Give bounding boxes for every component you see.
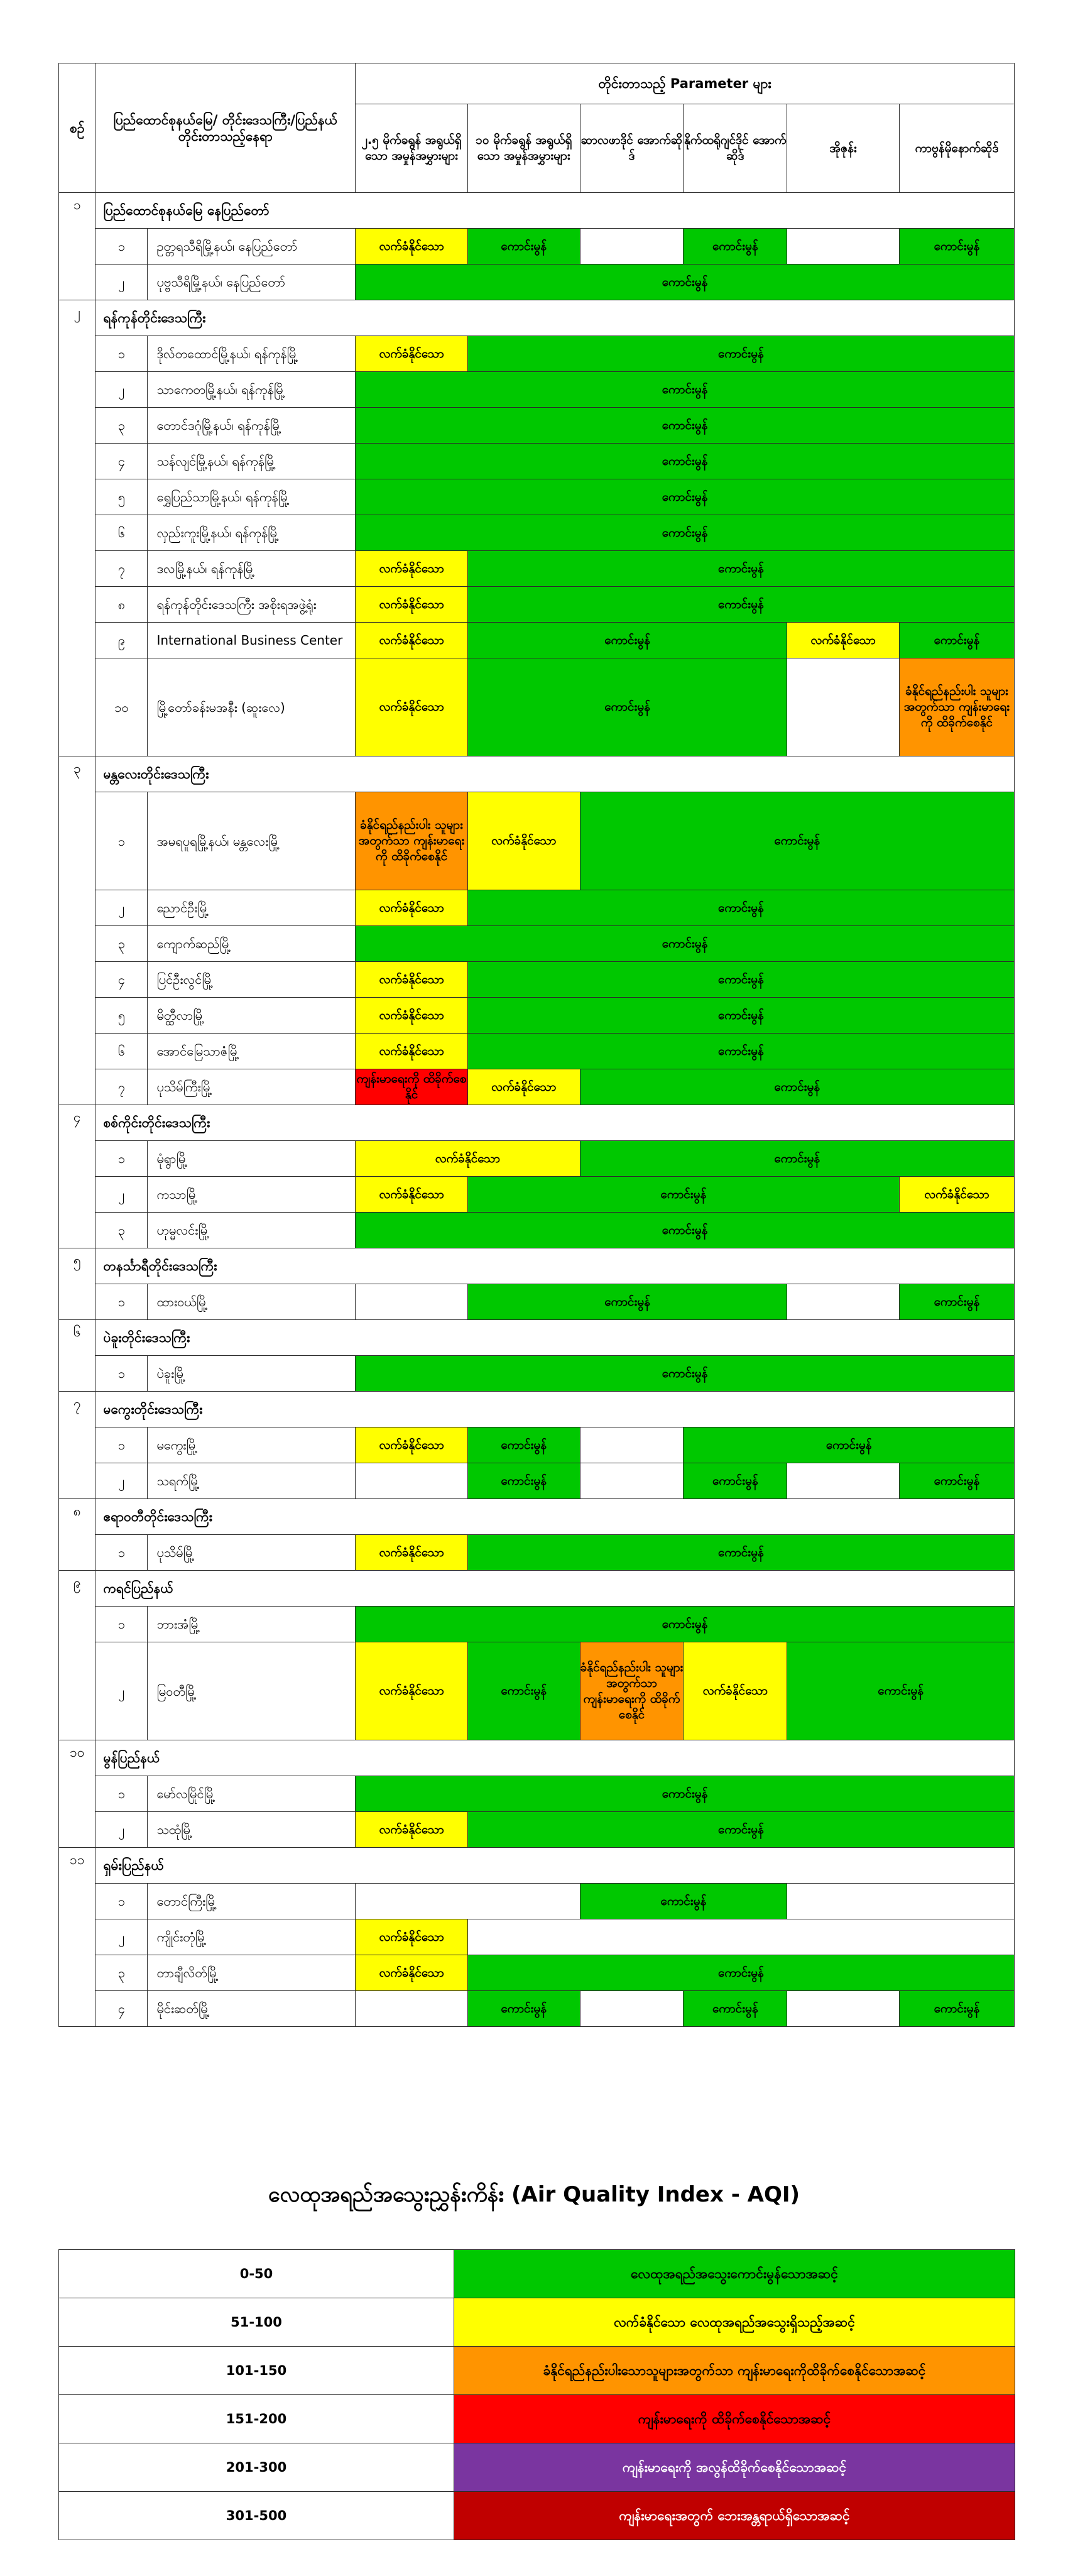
group-name: ကရင်ပြည်နယ် <box>95 1571 1015 1607</box>
level-cell-good: ကောင်းမွန် <box>356 1776 1015 1812</box>
header-no2: နိုက်ထရိုဂျင်ဒိုင် အောက်ဆိုဒ် <box>684 104 787 193</box>
group-row <box>59 1248 1015 1284</box>
blank-cell <box>356 1284 468 1320</box>
table-row <box>59 479 1015 515</box>
level-cell-good: ကောင်းမွန် <box>356 265 1015 300</box>
header-so2: ဆာလဖာဒိုင် အောက်ဆိုဒ် <box>580 104 684 193</box>
level-cell-good: ကောင်းမွန် <box>467 1177 899 1213</box>
level-cell-good: ကောင်းမွန် <box>467 962 1014 998</box>
header-parameters: တိုင်းတာသည့် Parameter များ <box>356 63 1015 104</box>
level-cell-moderate: လက်ခံနိုင်သော <box>356 1919 468 1955</box>
aqi-label: ကျန်းမာရေးကို အလွန်ထိခိုက်စေနိုင်သောအဆင့် <box>454 2443 1015 2492</box>
table-row <box>59 658 1015 756</box>
group-number: ၃ <box>59 756 95 1105</box>
blank-cell <box>580 1427 684 1463</box>
row-number: ၁ <box>95 792 148 890</box>
level-cell-sensitive: ခံနိုင်ရည်နည်းပါး သူများအတွက်သာ ကျန်းမာရေးကို ထိခိုက်စေနိုင် <box>580 1642 684 1740</box>
group-number: ၉ <box>59 1571 95 1740</box>
table-row <box>59 1427 1015 1463</box>
level-cell-good: ကောင်းမွန် <box>684 1463 787 1499</box>
aqi-range: 0-50 <box>59 2250 454 2298</box>
table-row <box>59 926 1015 962</box>
level-cell-good: ကောင်းမွန် <box>467 587 1014 623</box>
aqi-legend-body <box>59 2250 1015 2540</box>
row-number: ၂ <box>95 372 148 408</box>
level-cell-moderate: လက်ခံနိုင်သော <box>467 792 580 890</box>
aqi-label: ကျန်းမာရေးကို ထိခိုက်စေနိုင်သောအဆင့် <box>454 2395 1015 2443</box>
level-cell-good: ကောင်းမွန် <box>356 372 1015 408</box>
level-cell-good: ကောင်းမွန် <box>467 1642 580 1740</box>
group-number: ၇ <box>59 1392 95 1499</box>
location-name: ကျောက်ဆည်မြို့ <box>148 926 356 962</box>
group-name: တနင်္သာရီတိုင်းဒေသကြီး <box>95 1248 1015 1284</box>
level-cell-good: ကောင်းမွန် <box>467 1991 580 2027</box>
level-cell-moderate: လက်ခံနိုင်သော <box>356 1955 468 1991</box>
group-name: ပဲခူးတိုင်းဒေသကြီး <box>95 1320 1015 1356</box>
row-number: ၂ <box>95 890 148 926</box>
header-ozone: အိုဇုန်း <box>787 104 900 193</box>
table-row <box>59 1991 1015 2027</box>
row-number: ၁ <box>95 1284 148 1320</box>
aqi-label: ခံနိုင်ရည်နည်းပါးသောသူများအတွက်သာ ကျန်းမာရေးကိုထိခိုက်စေနိုင်သောအဆင့် <box>454 2347 1015 2395</box>
aqi-label: လက်ခံနိုင်သော လေထုအရည်အသွေးရှိသည့်အဆင့် <box>454 2298 1015 2347</box>
location-name: အမရပူရမြို့နယ်၊ မန္တလေးမြို့ <box>148 792 356 890</box>
table-row <box>59 623 1015 658</box>
level-cell-good: ကောင်းမွန် <box>899 1463 1014 1499</box>
row-number: ၃ <box>95 1955 148 1991</box>
header-location: ပြည်ထောင်စုနယ်မြေ/ တိုင်းဒေသကြီး/ပြည်နယ် တိုင်းတာသည့်နေရာ <box>95 63 356 193</box>
row-number: ၂ <box>95 1812 148 1848</box>
group-number: ၅ <box>59 1248 95 1320</box>
row-number: ၃ <box>95 408 148 444</box>
aqi-legend-table <box>58 2249 1015 2540</box>
aqi-range: 301-500 <box>59 2492 454 2540</box>
location-name: ပုသိမ်ကြီးမြို့ <box>148 1069 356 1105</box>
table-row <box>59 587 1015 623</box>
level-cell-good: ကောင်းမွန် <box>467 551 1014 587</box>
table-row <box>59 265 1015 300</box>
row-number: ၃ <box>95 926 148 962</box>
location-name: ညောင်ဦးမြို့ <box>148 890 356 926</box>
row-number: ၄ <box>95 1991 148 2027</box>
level-cell-good: ကောင်းမွန် <box>899 1991 1014 2027</box>
table-row <box>59 372 1015 408</box>
table-row <box>59 1284 1015 1320</box>
table-row <box>59 1955 1015 1991</box>
blank-cell <box>787 1991 900 2027</box>
location-name: မြို့တော်ခန်းမအနီး (ဆူးလေ) <box>148 658 356 756</box>
row-number: ၁ <box>95 229 148 265</box>
level-cell-unhealthy: ကျန်းမာရေးကို ထိခိုက်စေနိုင် <box>356 1069 468 1105</box>
level-cell-good: ကောင်းမွန် <box>787 1642 1015 1740</box>
row-number: ၁ <box>95 336 148 372</box>
level-cell-sensitive: ခံနိုင်ရည်နည်းပါး သူများအတွက်သာ ကျန်းမာရေးကို ထိခိုက်စေနိုင် <box>899 658 1014 756</box>
row-number: ၆ <box>95 1034 148 1069</box>
group-number: ၁၁ <box>59 1848 95 2027</box>
level-cell-moderate: လက်ခံနိုင်သော <box>356 658 468 756</box>
group-name: ပြည်ထောင်စုနယ်မြေ နေပြည်တော် <box>95 193 1015 229</box>
header-row-top <box>59 63 1015 104</box>
level-cell-good: ကောင်းမွန် <box>467 998 1014 1034</box>
row-number: ၇ <box>95 1069 148 1105</box>
level-cell-good: ကောင်းမွန် <box>467 229 580 265</box>
group-name: မကွေးတိုင်းဒေသကြီး <box>95 1392 1015 1427</box>
blank-cell <box>787 229 900 265</box>
table-row <box>59 1069 1015 1105</box>
aqi-range: 151-200 <box>59 2395 454 2443</box>
location-name: သထုံမြို့ <box>148 1812 356 1848</box>
location-name: သရက်မြို့ <box>148 1463 356 1499</box>
location-name: တောင်ဒဂုံမြို့နယ်၊ ရန်ကုန်မြို့ <box>148 408 356 444</box>
location-name: မုံရွာမြို့ <box>148 1141 356 1177</box>
location-name: ထားဝယ်မြို့ <box>148 1284 356 1320</box>
row-number: ၁ <box>95 1535 148 1571</box>
air-quality-table <box>58 63 1015 2027</box>
row-number: ၂ <box>95 1463 148 1499</box>
group-row <box>59 1848 1015 1884</box>
row-number: ၁၀ <box>95 658 148 756</box>
blank-cell <box>580 1463 684 1499</box>
location-name: လှည်းကူးမြို့နယ်၊ ရန်ကုန်မြို့ <box>148 515 356 551</box>
level-cell-good: ကောင်းမွန် <box>467 1463 580 1499</box>
table-row <box>59 792 1015 890</box>
location-name: ကျိုင်းတုံမြို့ <box>148 1919 356 1955</box>
location-name: ဘားအံမြို့ <box>148 1607 356 1642</box>
table-row <box>59 1812 1015 1848</box>
table-row <box>59 962 1015 998</box>
group-number: ၈ <box>59 1499 95 1571</box>
row-number: ၁ <box>95 1141 148 1177</box>
blank-cell <box>580 1991 684 2027</box>
location-name: အောင်မြေသာဇံမြို့ <box>148 1034 356 1069</box>
row-number: ၂ <box>95 1642 148 1740</box>
group-name: ရှမ်းပြည်နယ် <box>95 1848 1015 1884</box>
row-number: ၈ <box>95 587 148 623</box>
aqi-label: လေထုအရည်အသွေးကောင်းမွန်သောအဆင့် <box>454 2250 1015 2298</box>
aqi-row <box>59 2347 1015 2395</box>
location-name: မိတ္ထီလာမြို့ <box>148 998 356 1034</box>
aqi-range: 201-300 <box>59 2443 454 2492</box>
location-name: တာချီလိတ်မြို့ <box>148 1955 356 1991</box>
level-cell-good: ကောင်းမွန် <box>467 623 787 658</box>
level-cell-moderate: လက်ခံနိုင်သော <box>684 1642 787 1740</box>
level-cell-good: ကောင်းမွန် <box>467 658 787 756</box>
table-row <box>59 229 1015 265</box>
level-cell-moderate: လက်ခံနိုင်သော <box>356 1535 468 1571</box>
row-number: ၉ <box>95 623 148 658</box>
row-number: ၂ <box>95 1177 148 1213</box>
blank-cell <box>787 1463 900 1499</box>
aqi-row <box>59 2250 1015 2298</box>
level-cell-good: ကောင်းမွန် <box>467 1427 580 1463</box>
group-row <box>59 193 1015 229</box>
table-row <box>59 1919 1015 1955</box>
row-number: ၃ <box>95 1213 148 1248</box>
table-row <box>59 1177 1015 1213</box>
group-number: ၁၀ <box>59 1740 95 1848</box>
location-name: မိုင်းဆတ်မြို့ <box>148 1991 356 2027</box>
group-row <box>59 1740 1015 1776</box>
group-name: ရန်ကုန်တိုင်းဒေသကြီး <box>95 300 1015 336</box>
table-row <box>59 1535 1015 1571</box>
row-number: ၁ <box>95 1427 148 1463</box>
level-cell-moderate: လက်ခံနိုင်သော <box>356 1427 468 1463</box>
header-no: စဉ် <box>59 63 95 193</box>
group-row <box>59 756 1015 792</box>
level-cell-good: ကောင်းမွန် <box>356 1607 1015 1642</box>
group-row <box>59 1571 1015 1607</box>
location-name: ပြင်ဦးလွင်မြို့ <box>148 962 356 998</box>
level-cell-good: ကောင်းမွန် <box>899 1284 1014 1320</box>
table-row <box>59 336 1015 372</box>
level-cell-moderate: လက်ခံနိုင်သော <box>356 623 468 658</box>
level-cell-good: ကောင်းမွန် <box>467 1535 1014 1571</box>
table-row <box>59 1034 1015 1069</box>
table-row <box>59 515 1015 551</box>
level-cell-good: ကောင်းမွန် <box>580 1141 1014 1177</box>
row-number: ၄ <box>95 444 148 479</box>
location-name: ဒိုလ်တထောင်မြို့နယ်၊ ရန်ကုန်မြို့ <box>148 336 356 372</box>
location-name: ပုသိမ်မြို့ <box>148 1535 356 1571</box>
header-pm25: ၂.၅ မိုက်ခရွန် အရွယ်ရှိသော အမှုန်အမွှားများ <box>356 104 468 193</box>
location-name: ဥတ္တရသီရိမြို့နယ်၊ နေပြည်တော် <box>148 229 356 265</box>
location-name: တောင်ကြီးမြို့ <box>148 1884 356 1919</box>
location-name: မကွေးမြို့ <box>148 1427 356 1463</box>
group-number: ၄ <box>59 1105 95 1248</box>
level-cell-good: ကောင်းမွန် <box>356 1356 1015 1392</box>
location-name: ဟုမ္မလင်းမြို့ <box>148 1213 356 1248</box>
table-row <box>59 408 1015 444</box>
level-cell-moderate: လက်ခံနိုင်သော <box>356 1141 580 1177</box>
level-cell-good: ကောင်းမွန် <box>899 623 1014 658</box>
level-cell-good: ကောင်းမွန် <box>356 926 1015 962</box>
row-number: ၂ <box>95 265 148 300</box>
aqi-row <box>59 2443 1015 2492</box>
level-cell-moderate: လက်ခံနိုင်သော <box>356 1812 468 1848</box>
level-cell-good: ကောင်းမွန် <box>467 336 1014 372</box>
level-cell-moderate: လက်ခံနိုင်သော <box>356 1177 468 1213</box>
blank-cell <box>787 1284 900 1320</box>
row-number: ၁ <box>95 1607 148 1642</box>
row-number: ၆ <box>95 515 148 551</box>
location-name: မော်လမြိုင်မြို့ <box>148 1776 356 1812</box>
level-cell-good: ကောင်းမွန် <box>356 515 1015 551</box>
aqi-range: 101-150 <box>59 2347 454 2395</box>
level-cell-moderate: လက်ခံနိုင်သော <box>467 1069 580 1105</box>
level-cell-moderate: လက်ခံနိုင်သော <box>356 1642 468 1740</box>
group-name: စစ်ကိုင်းတိုင်းဒေသကြီး <box>95 1105 1015 1141</box>
aqi-row <box>59 2395 1015 2443</box>
location-name: International Business Center <box>148 623 356 658</box>
row-number: ၅ <box>95 998 148 1034</box>
blank-cell <box>356 1463 468 1499</box>
blank-cell <box>580 229 684 265</box>
level-cell-moderate: လက်ခံနိုင်သော <box>356 336 468 372</box>
table-row <box>59 551 1015 587</box>
level-cell-moderate: လက်ခံနိုင်သော <box>356 962 468 998</box>
table-row <box>59 998 1015 1034</box>
aqi-range: 51-100 <box>59 2298 454 2347</box>
level-cell-good: ကောင်းမွန် <box>467 1955 1014 1991</box>
table-row <box>59 444 1015 479</box>
aqi-title: လေထုအရည်အသွေးညွှန်းကိန်း (Air Quality Index - AQI) <box>268 2182 800 2207</box>
level-cell-moderate: လက်ခံနိုင်သော <box>356 890 468 926</box>
level-cell-moderate: လက်ခံနိုင်သော <box>356 229 468 265</box>
group-name: ဧရာဝတီတိုင်းဒေသကြီး <box>95 1499 1015 1535</box>
table-row <box>59 890 1015 926</box>
blank-cell <box>356 1884 580 1919</box>
level-cell-good: ကောင်းမွန် <box>684 1427 1015 1463</box>
level-cell-good: ကောင်းမွန် <box>356 408 1015 444</box>
group-row <box>59 1392 1015 1427</box>
aqi-row <box>59 2298 1015 2347</box>
group-number: ၁ <box>59 193 95 300</box>
row-number: ၁ <box>95 1776 148 1812</box>
level-cell-good: ကောင်းမွန် <box>356 444 1015 479</box>
header-co: ကာဗွန်မိုနောက်ဆိုဒ် <box>899 104 1014 193</box>
level-cell-sensitive: ခံနိုင်ရည်နည်းပါး သူများအတွက်သာ ကျန်းမာရေးကို ထိခိုက်စေနိုင် <box>356 792 468 890</box>
level-cell-moderate: လက်ခံနိုင်သော <box>356 587 468 623</box>
level-cell-moderate: လက်ခံနိုင်သော <box>356 1034 468 1069</box>
table-row <box>59 1884 1015 1919</box>
level-cell-moderate: လက်ခံနိုင်သော <box>356 551 468 587</box>
location-name: ဒလမြို့နယ်၊ ရန်ကုန်မြို့ <box>148 551 356 587</box>
table-row <box>59 1141 1015 1177</box>
location-name: မြဝတီမြို့ <box>148 1642 356 1740</box>
table-row <box>59 1607 1015 1642</box>
group-name: မန္တလေးတိုင်းဒေသကြီး <box>95 756 1015 792</box>
table-body <box>59 63 1015 2027</box>
location-name: သန်လျင်မြို့နယ်၊ ရန်ကုန်မြို့ <box>148 444 356 479</box>
level-cell-moderate: လက်ခံနိုင်သော <box>787 623 900 658</box>
group-name: မွန်ပြည်နယ် <box>95 1740 1015 1776</box>
location-name: ပုဗ္ဗသီရိမြို့နယ်၊ နေပြည်တော် <box>148 265 356 300</box>
level-cell-good: ကောင်းမွန် <box>580 1884 787 1919</box>
row-number: ၁ <box>95 1884 148 1919</box>
location-name: ရွှေပြည်သာမြို့နယ်၊ ရန်ကုန်မြို့ <box>148 479 356 515</box>
level-cell-good: ကောင်းမွန် <box>356 479 1015 515</box>
blank-cell <box>467 1919 1014 1955</box>
level-cell-good: ကောင်းမွန် <box>467 1812 1014 1848</box>
level-cell-moderate: လက်ခံနိုင်သော <box>356 998 468 1034</box>
group-number: ၂ <box>59 300 95 756</box>
row-number: ၂ <box>95 1919 148 1955</box>
table-row <box>59 1356 1015 1392</box>
blank-cell <box>356 1991 468 2027</box>
blank-cell <box>787 1884 1015 1919</box>
table-row <box>59 1776 1015 1812</box>
group-row <box>59 300 1015 336</box>
group-row <box>59 1320 1015 1356</box>
location-name: သာကေတမြို့နယ်၊ ရန်ကုန်မြို့ <box>148 372 356 408</box>
aqi-label: ကျန်းမာရေးအတွက် ဘေးအန္တရာယ်ရှိသောအဆင့် <box>454 2492 1015 2540</box>
level-cell-good: ကောင်းမွန် <box>467 890 1014 926</box>
row-number: ၅ <box>95 479 148 515</box>
header-pm10: ၁၀ မိုက်ခရွန် အရွယ်ရှိသော အမှုန်အမွှားများ <box>467 104 580 193</box>
location-name: ရန်ကုန်တိုင်းဒေသကြီး အစိုးရအဖွဲ့ရုံး <box>148 587 356 623</box>
level-cell-good: ကောင်းမွန် <box>899 229 1014 265</box>
group-row <box>59 1499 1015 1535</box>
level-cell-moderate: လက်ခံနိုင်သော <box>899 1177 1014 1213</box>
blank-cell <box>787 658 900 756</box>
row-number: ၇ <box>95 551 148 587</box>
location-name: ကသာမြို့ <box>148 1177 356 1213</box>
level-cell-good: ကောင်းမွန် <box>580 1069 1014 1105</box>
row-number: ၄ <box>95 962 148 998</box>
table-row <box>59 1642 1015 1740</box>
table-row <box>59 1213 1015 1248</box>
group-row <box>59 1105 1015 1141</box>
aqi-row <box>59 2492 1015 2540</box>
table-row <box>59 1463 1015 1499</box>
level-cell-good: ကောင်းမွန် <box>684 1991 787 2027</box>
level-cell-good: ကောင်းမွန် <box>467 1034 1014 1069</box>
row-number: ၁ <box>95 1356 148 1392</box>
group-number: ၆ <box>59 1320 95 1392</box>
level-cell-good: ကောင်းမွန် <box>580 792 1014 890</box>
level-cell-good: ကောင်းမွန် <box>356 1213 1015 1248</box>
location-name: ပဲခူးမြို့ <box>148 1356 356 1392</box>
level-cell-good: ကောင်းမွန် <box>467 1284 787 1320</box>
level-cell-good: ကောင်းမွန် <box>684 229 787 265</box>
